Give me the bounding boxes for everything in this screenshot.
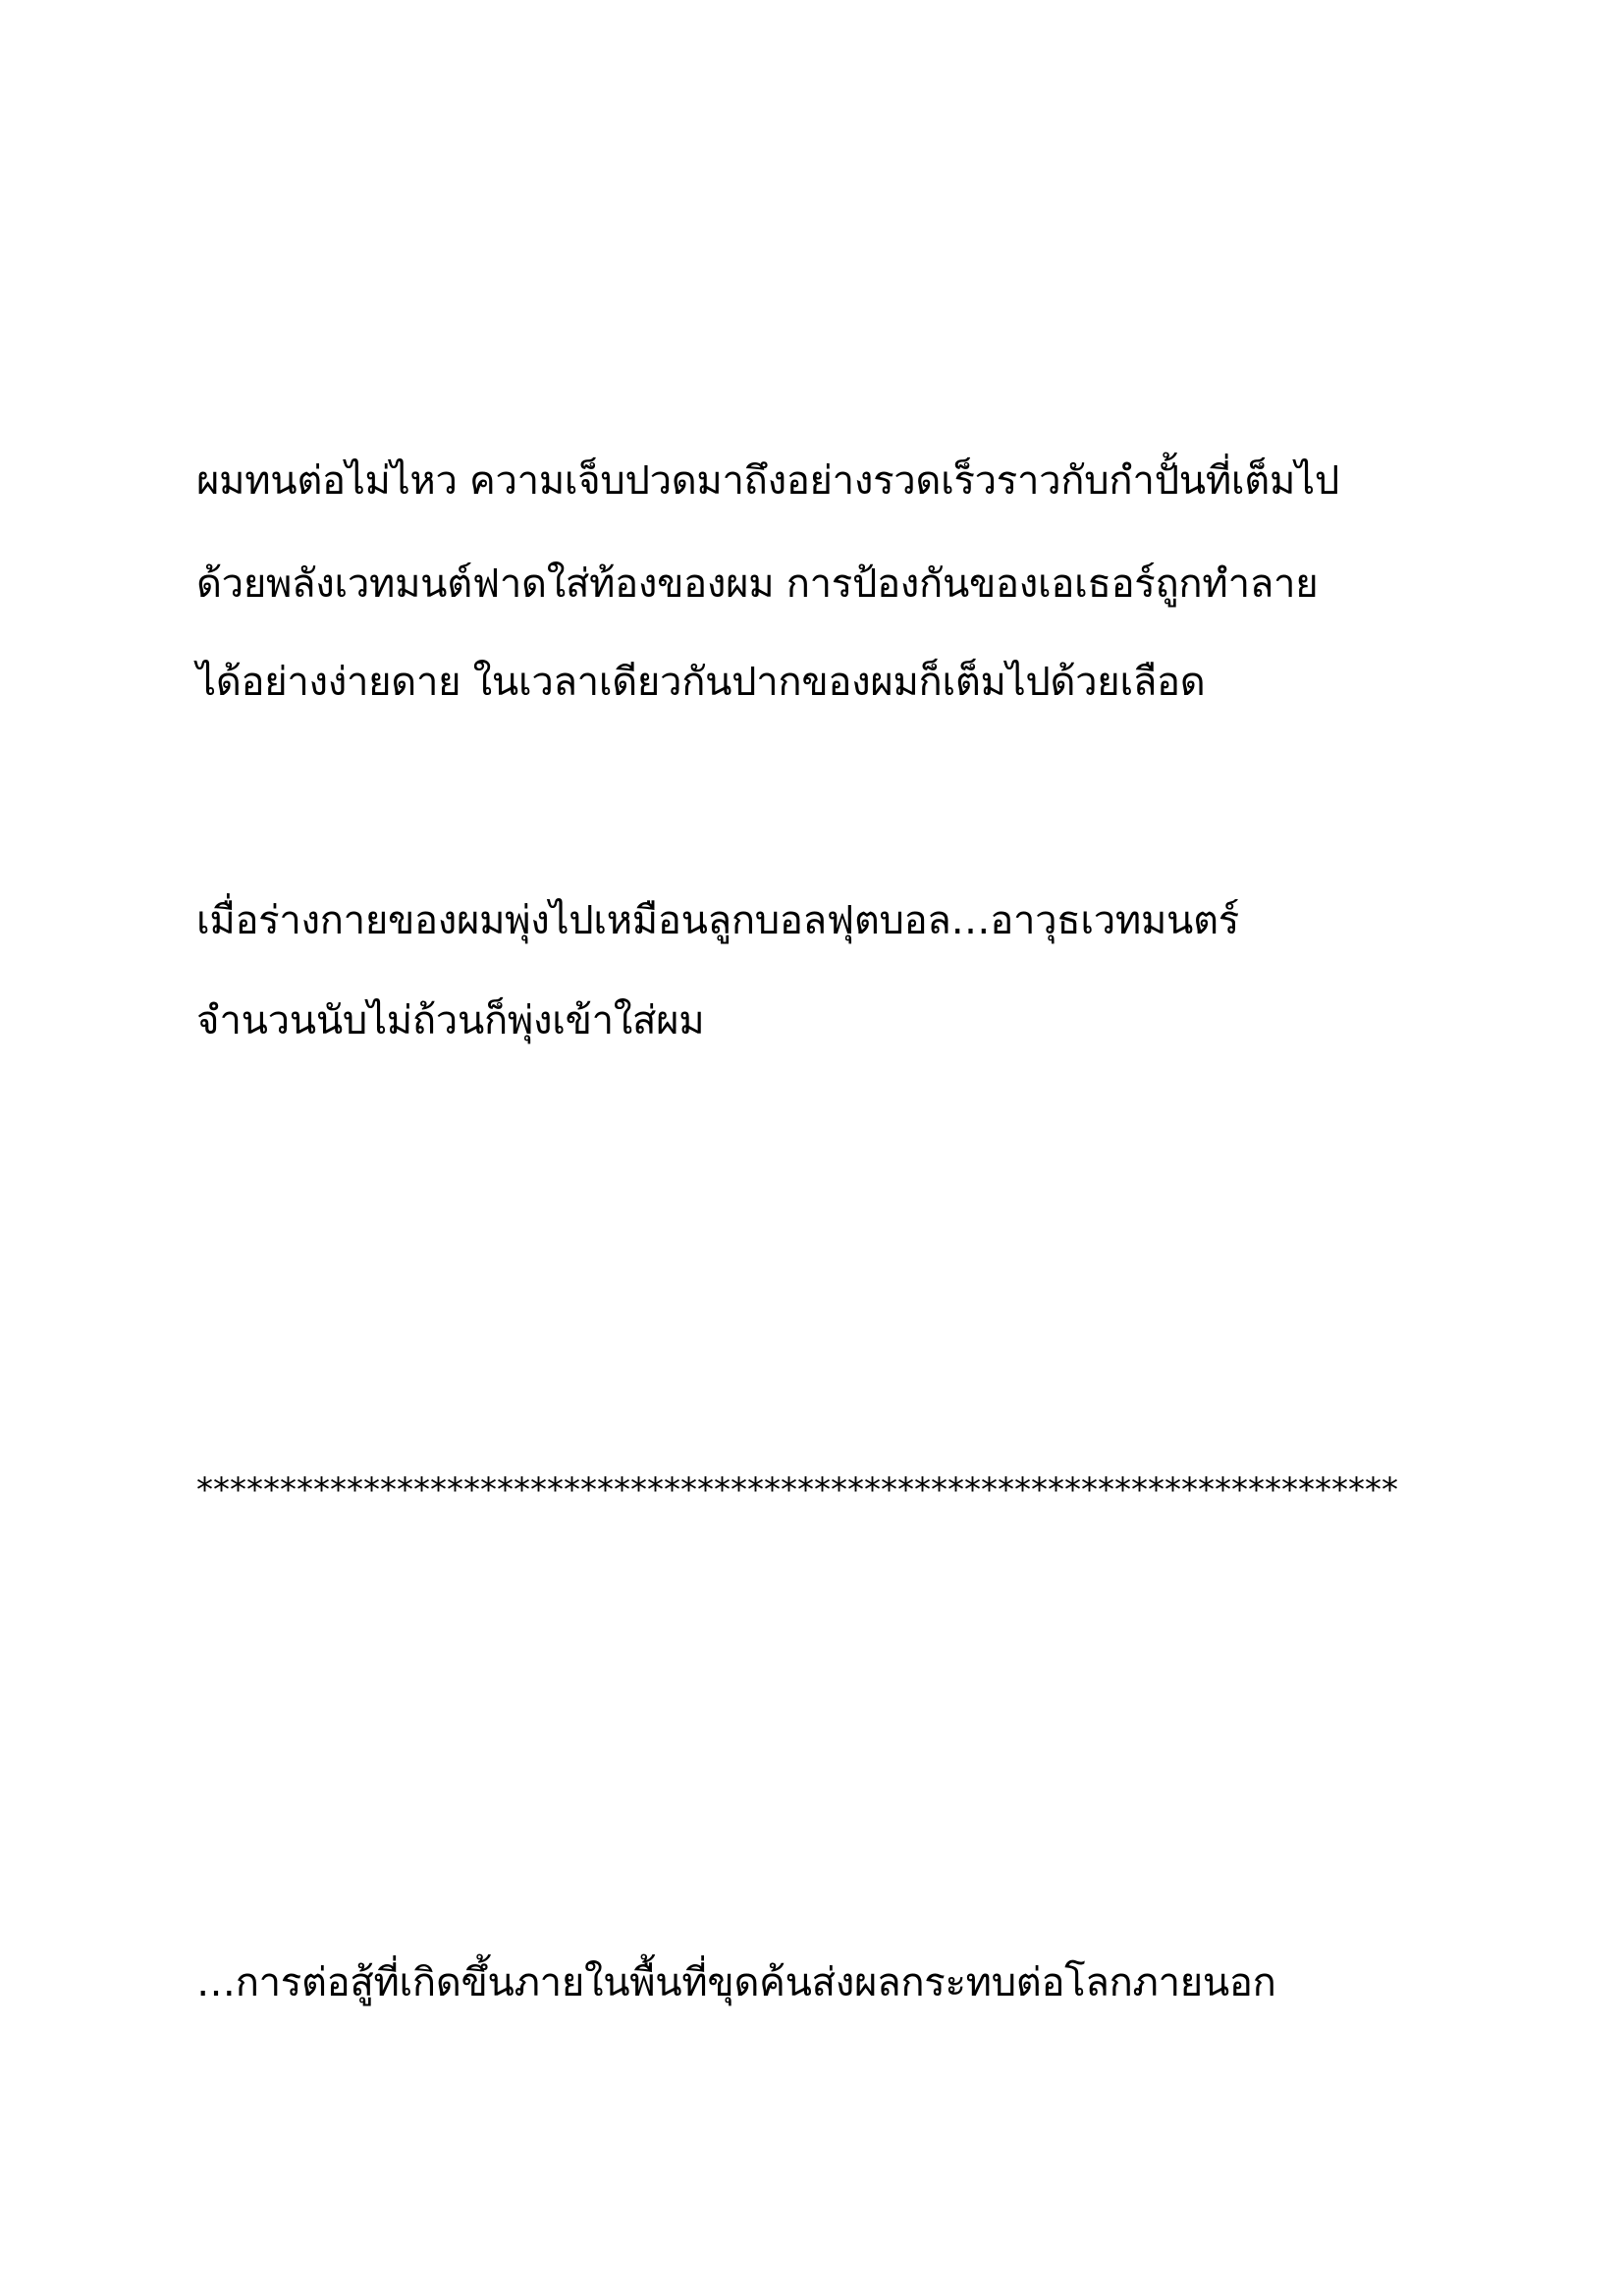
paragraph-1-line-1: ผมทนต่อไม่ไหว ความเจ็บปวดมาถึงอย่างรวดเร็วราวกับกำปั้นที่เต็มไป bbox=[196, 458, 1339, 504]
paragraph-2-line-2: จำนวนนับไม่ถ้วนก็พุ่งเข้าใส่ผม bbox=[196, 998, 705, 1043]
section-separator: ************************************************************************ bbox=[196, 1470, 1398, 1510]
paragraph-1-line-3: ได้อย่างง่ายดาย ในเวลาเดียวกันปากของผมก็เต็มไปด้วยเลือด bbox=[196, 660, 1206, 705]
paragraph-1-line-2: ด้วยพลังเวทมนต์ฟาดใส่ท้องของผม การป้องกันของเอเธอร์ถูกทำลาย bbox=[196, 561, 1319, 607]
paragraph-2-line-1: เมื่อร่างกายของผมพุ่งไปเหมือนลูกบอลฟุตบอล…อาวุธเวทมนตร์ bbox=[196, 898, 1239, 943]
paragraph-3-line-1: …การต่อสู้ที่เกิดขึ้นภายในพื้นที่ขุดค้นส่งผลกระทบต่อโลกภายนอก bbox=[196, 1960, 1276, 2005]
